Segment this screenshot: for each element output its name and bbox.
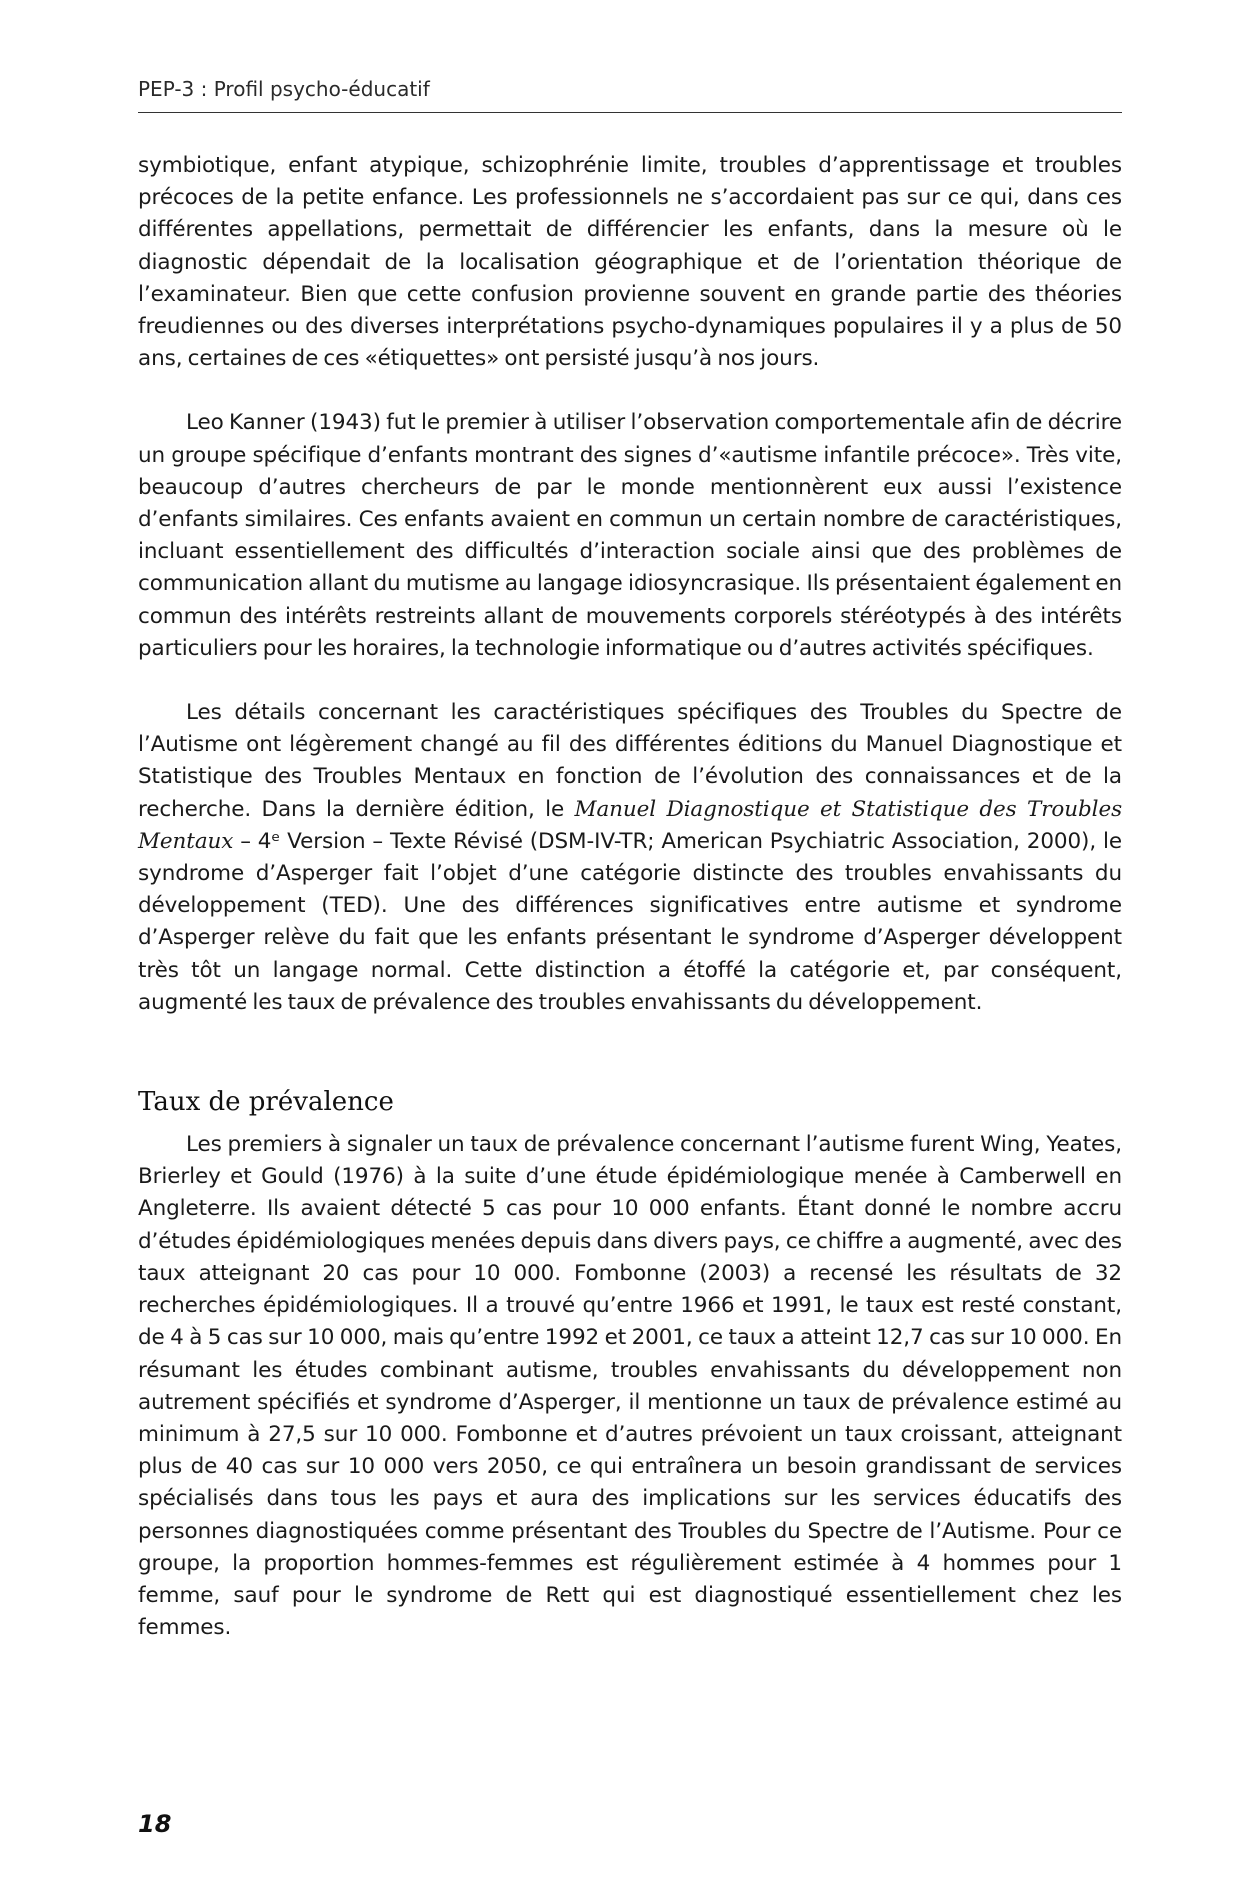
paragraph-dsm <box>138 697 1122 1019</box>
paragraph-kanner: Leo Kanner (1943) fut le premier à utiliser l’observation comportementale afin de décrire un groupe spécifique d’enfants montrant des signes d’«autisme infantile précoce». Très vite, beaucoup d’autres chercheurs de par le monde mentionnèrent eux aussi l’existence d’enfants similaires. Ces enfants avaient en commun un certain nombre de caractéristiques, incluant essentiellement des difficultés d’interaction sociale ainsi que des problèmes de communication allant du mutisme au langage idiosyncrasique. Ils présentaient également en commun des intérêts restreints allant de mouvements corporels stéréotypés à des intérêts particuliers pour les horaires, la technologie informatique ou d’autres activités spécifiques. <box>138 410 1122 661</box>
paragraph-dsm-text-start: Les détails concernant les caractéristiques spécifiques des Troubles du Spectre de l’Autisme ont légèrement changé au fil des différentes éditions du Manuel Diagnostique et Statistique des Troubles Mentaux en fonction de l’évolution des connaissances et de la recherche. Dans la dernière édition, le <box>138 700 1122 822</box>
page-number: 18 <box>138 1810 172 1838</box>
paragraph-dsm-text-end: – 4ᵉ Version – Texte Révisé (DSM-IV-TR; American Psychiatric Association, 2000), le syndrome d’Asperger fait l’objet d’une catégorie distincte des troubles envahissants du développement (TED). Une des différences significatives entre autisme et syndrome d’Asperger relève du fait que les enfants présentant le syndrome d’Asperger développent très tôt un langage normal. Cette distinction a étoffé la catégorie et, par conséquent, augmenté les taux de prévalence des troubles envahissants du développement. <box>138 828 1122 1015</box>
paragraph-continuation: symbiotique, enfant atypique, schizophrénie limite, troubles d’apprentissage et troubles précoces de la petite enfance. Les professionnels ne s’accordaient pas sur ce qui, dans ces différentes appellations, permettait de différencier les enfants, dans la mesure où le diagnostic dépendait de la localisation géographique et de l’orientation théorique de l’examinateur. Bien que cette confusion provienne souvent en grande partie des théories freudiennes ou des diverses interprétations psycho-dynamiques populaires il y a plus de 50 ans, certaines de ces «étiquettes» ont persisté jusqu’à nos jours. <box>138 153 1122 372</box>
running-header <box>138 72 1122 113</box>
manual-title-italic: Manuel Diagnostique et Statistique des Troubles Mentaux <box>138 796 1122 854</box>
paragraph-prevalence: Les premiers à signaler un taux de prévalence concernant l’autisme furent Wing, Yeates, Brierley et Gould (1976) à la suite d’une étude épidémiologique menée à Camberwell en Angleterre. Ils avaient détecté 5 cas pour 10 000 enfants. Étant donné le nombre accru d’études épidémiologiques menées depuis dans divers pays, ce chiffre a augmenté, avec des taux atteignant 20 cas pour 10 000. Fombonne (2003) a recensé les résultats de 32 recherches épidémiologiques. Il a trouvé qu’entre 1966 et 1991, le taux est resté constant, de 4 à 5 cas sur 10 000, mais qu’entre 1992 et 2001, ce taux a atteint 12,7 cas sur 10 000. En résumant les études combinant autisme, troubles envahissants du développement non autrement spécifiés et syndrome d’Asperger, il mentionne un taux de prévalence estimé au minimum à 27,5 sur 10 000. Fombonne et d’autres prévoient un taux croissant, atteignant plus de 40 cas sur 10 000 vers 2050, ce qui entraînera un besoin grandissant de services spécialisés dans tous les pays et aura des implications sur les services éducatifs des personnes diagnostiquées comme présentant des Troubles du Spectre de l’Autisme. Pour ce groupe, la proportion hommes-femmes est régulièrement estimée à 4 hommes pour 1 femme, sauf pour le syndrome de Rett qui est diagnostiqué essentiellement chez les femmes. <box>138 1132 1122 1641</box>
page-body <box>138 150 1122 1644</box>
section-heading: Taux de prévalence <box>138 1087 394 1118</box>
running-title: PEP-3 : Profil psycho-éducatif <box>138 77 430 101</box>
